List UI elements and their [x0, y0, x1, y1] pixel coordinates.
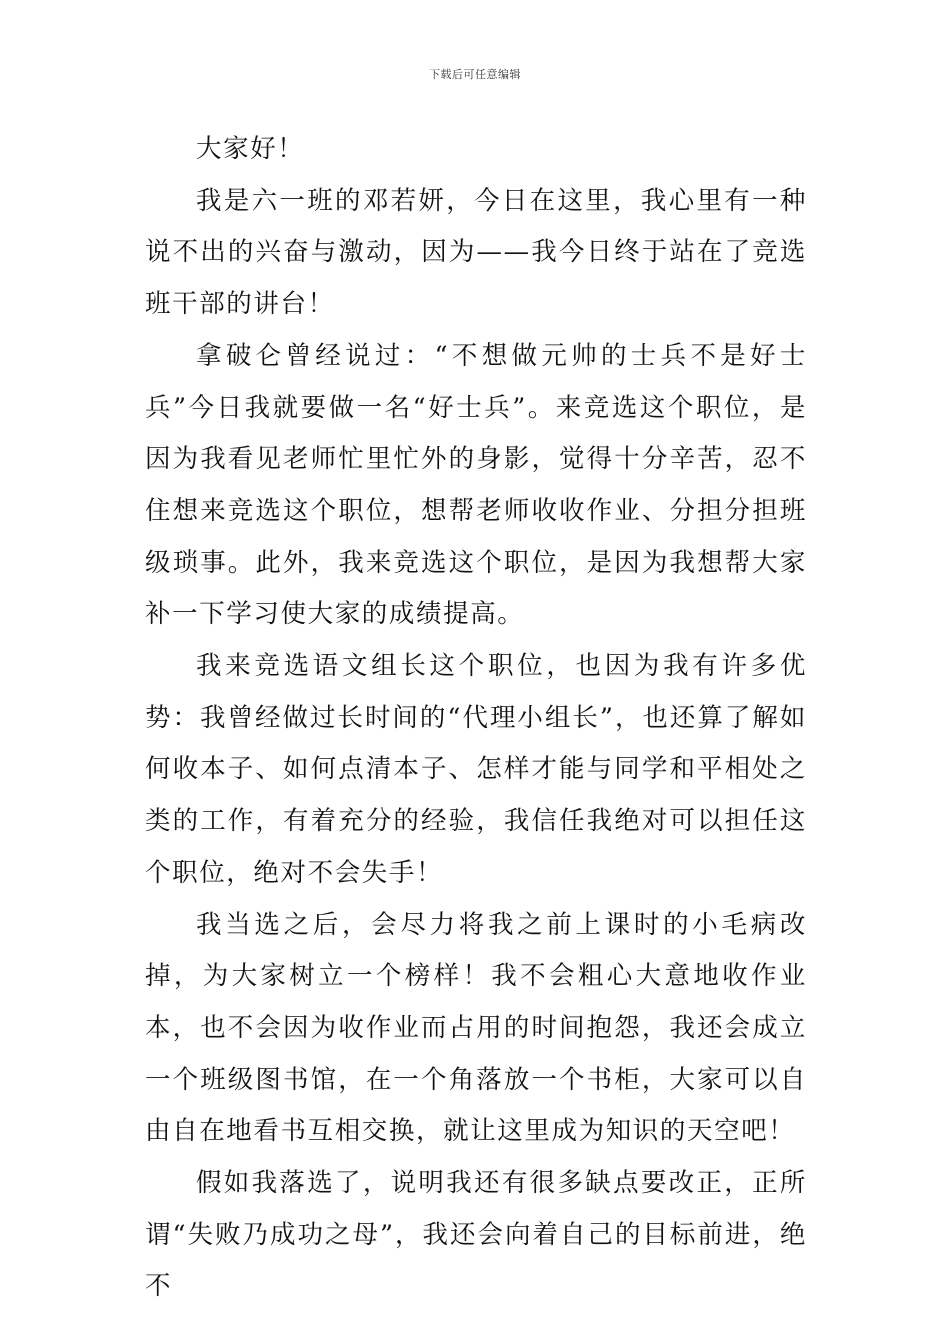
document-body — [145, 124, 807, 1313]
paragraph-if-not-elected: 假如我落选了，说明我还有很多缺点要改正，正所谓“失败乃成功之母”，我还会向着自己的目标前进，绝不 — [145, 1168, 807, 1302]
paragraph-plans: 我当选之后，会尽力将我之前上课时的小毛病改掉，为大家树立一个榜样！我不会粗心大意地收作业本，也不会因为收作业而占用的时间抱怨，我还会成立一个班级图书馆，在一个角落放一个书柜，大家可以自由自在地看书互相交换，就让这里成为知识的天空吧！ — [145, 909, 807, 1147]
header-note: 下载后可任意编辑 — [429, 68, 521, 81]
paragraph-advantages: 我来竞选语文组长这个职位，也因为我有许多优势：我曾经做过长时间的“代理小组长”，也还算了解如何收本子、如何点清本子、怎样才能与同学和平相处之类的工作，有着充分的经验，我信任我绝对可以担任这个职位，绝对不会失手！ — [145, 651, 807, 888]
paragraph-greeting: 大家好！ — [196, 134, 305, 164]
paragraph-motivation: 拿破仑曾经说过：“不想做元帅的士兵不是好士兵”今日我就要做一名“好士兵”。来竞选这个职位，是因为我看见老师忙里忙外的身影，觉得十分辛苦，忍不住想来竞选这个职位，想帮老师收收作业、分担分担班级琐事。此外，我来竞选这个职位，是因为我想帮大家补一下学习使大家的成绩提高。 — [145, 340, 807, 630]
paragraph-introduction: 我是六一班的邓若妍，今日在这里，我心里有一种说不出的兴奋与激动，因为——我今日终于站在了竞选班干部的讲台！ — [145, 185, 807, 320]
